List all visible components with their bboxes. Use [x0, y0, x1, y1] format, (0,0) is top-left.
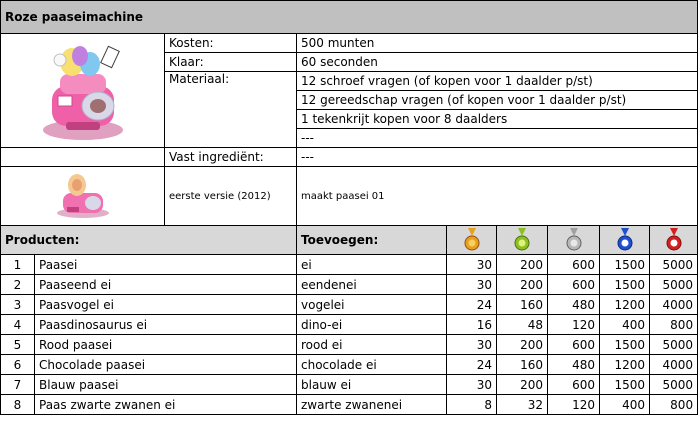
cost-value: 500 munten	[297, 34, 698, 53]
add-ingredient: dino-ei	[297, 315, 447, 335]
version-makes: maakt paasei 01	[297, 167, 698, 226]
medal-value: 600	[548, 255, 600, 275]
medal-value: 200	[497, 375, 548, 395]
medal-value: 480	[548, 295, 600, 315]
row-number: 8	[1, 395, 35, 415]
add-ingredient: ei	[297, 255, 447, 275]
page-title: Roze paaseimachine	[1, 1, 698, 34]
medal-value: 16	[447, 315, 497, 335]
medal-value: 1500	[600, 275, 650, 295]
medal-value: 200	[497, 335, 548, 355]
medal-value: 5000	[650, 375, 698, 395]
medal-value: 600	[548, 375, 600, 395]
table-row	[1, 375, 698, 395]
product-name: Blauw paasei	[35, 375, 297, 395]
medal-value: 4000	[650, 355, 698, 375]
version-label: eerste versie (2012)	[165, 167, 297, 226]
medal-value: 1500	[600, 255, 650, 275]
bronze-medal-icon	[464, 228, 480, 252]
medal-value: 1500	[600, 375, 650, 395]
table-row	[1, 395, 698, 415]
material-item: ---	[297, 129, 698, 148]
row-number: 6	[1, 355, 35, 375]
medal-value: 480	[548, 355, 600, 375]
medal-value: 1200	[600, 295, 650, 315]
medal-value: 1500	[600, 335, 650, 355]
medal-value: 24	[447, 295, 497, 315]
medal-value: 600	[548, 275, 600, 295]
medal-value: 30	[447, 375, 497, 395]
medal-value: 1200	[600, 355, 650, 375]
row-number: 2	[1, 275, 35, 295]
silver-medal-header	[548, 226, 600, 255]
table-row	[1, 295, 698, 315]
medal-value: 48	[497, 315, 548, 335]
medal-value: 5000	[650, 335, 698, 355]
medal-value: 160	[497, 295, 548, 315]
add-ingredient: vogelei	[297, 295, 447, 315]
ready-value: 60 seconden	[297, 53, 698, 72]
product-name: Chocolade paasei	[35, 355, 297, 375]
medal-value: 200	[497, 275, 548, 295]
row-number: 1	[1, 255, 35, 275]
product-name: Paasdinosaurus ei	[35, 315, 297, 335]
material-item: 12 schroef vragen (of kopen voor 1 daalder p/st)	[297, 72, 698, 91]
fixed-ingredient-label: Vast ingrediënt:	[165, 148, 297, 167]
medal-value: 800	[650, 395, 698, 415]
cost-label: Kosten:	[165, 34, 297, 53]
medal-value: 4000	[650, 295, 698, 315]
products-header: Producten:	[1, 226, 297, 255]
row-number: 4	[1, 315, 35, 335]
row-number: 5	[1, 335, 35, 355]
add-ingredient: chocolade ei	[297, 355, 447, 375]
blue-medal-icon	[617, 228, 633, 252]
medal-value: 30	[447, 255, 497, 275]
table-row	[1, 275, 698, 295]
pink-egg-machine-small-icon	[53, 171, 113, 219]
table-row	[1, 355, 698, 375]
fixed-ingredient-value: ---	[297, 148, 698, 167]
medal-value: 32	[497, 395, 548, 415]
medal-value: 160	[497, 355, 548, 375]
medal-value: 200	[497, 255, 548, 275]
product-name: Rood paasei	[35, 335, 297, 355]
red-medal-icon	[666, 228, 682, 252]
green-medal-icon	[514, 228, 530, 252]
medal-value: 30	[447, 335, 497, 355]
table-row	[1, 255, 698, 275]
medal-value: 5000	[650, 255, 698, 275]
table-row	[1, 315, 698, 335]
row-number: 7	[1, 375, 35, 395]
add-header: Toevoegen:	[297, 226, 447, 255]
medal-value: 5000	[650, 275, 698, 295]
product-name: Paasei	[35, 255, 297, 275]
add-ingredient: blauw ei	[297, 375, 447, 395]
medal-value: 400	[600, 395, 650, 415]
medal-value: 800	[650, 315, 698, 335]
version-image	[1, 167, 165, 226]
pink-egg-machine-icon	[38, 34, 128, 144]
add-ingredient: zwarte zwanenei	[297, 395, 447, 415]
product-name: Paaseend ei	[35, 275, 297, 295]
material-item: 12 gereedschap vragen (of kopen voor 1 daalder p/st)	[297, 91, 698, 110]
medal-value: 30	[447, 275, 497, 295]
green-medal-header	[497, 226, 548, 255]
add-ingredient: rood ei	[297, 335, 447, 355]
medal-value: 8	[447, 395, 497, 415]
material-label: Materiaal:	[165, 72, 297, 148]
silver-medal-icon	[566, 228, 582, 252]
bronze-medal-header	[447, 226, 497, 255]
table-row	[1, 335, 698, 355]
material-item: 1 tekenkrijt kopen voor 8 daalders	[297, 110, 698, 129]
medal-value: 400	[600, 315, 650, 335]
add-ingredient: eendenei	[297, 275, 447, 295]
product-name: Paas zwarte zwanen ei	[35, 395, 297, 415]
medal-value: 120	[548, 395, 600, 415]
row-number: 3	[1, 295, 35, 315]
machine-image	[1, 34, 165, 148]
blue-medal-header	[600, 226, 650, 255]
medal-value: 120	[548, 315, 600, 335]
ready-label: Klaar:	[165, 53, 297, 72]
product-name: Paasvogel ei	[35, 295, 297, 315]
medal-value: 600	[548, 335, 600, 355]
red-medal-header	[650, 226, 698, 255]
medal-value: 24	[447, 355, 497, 375]
